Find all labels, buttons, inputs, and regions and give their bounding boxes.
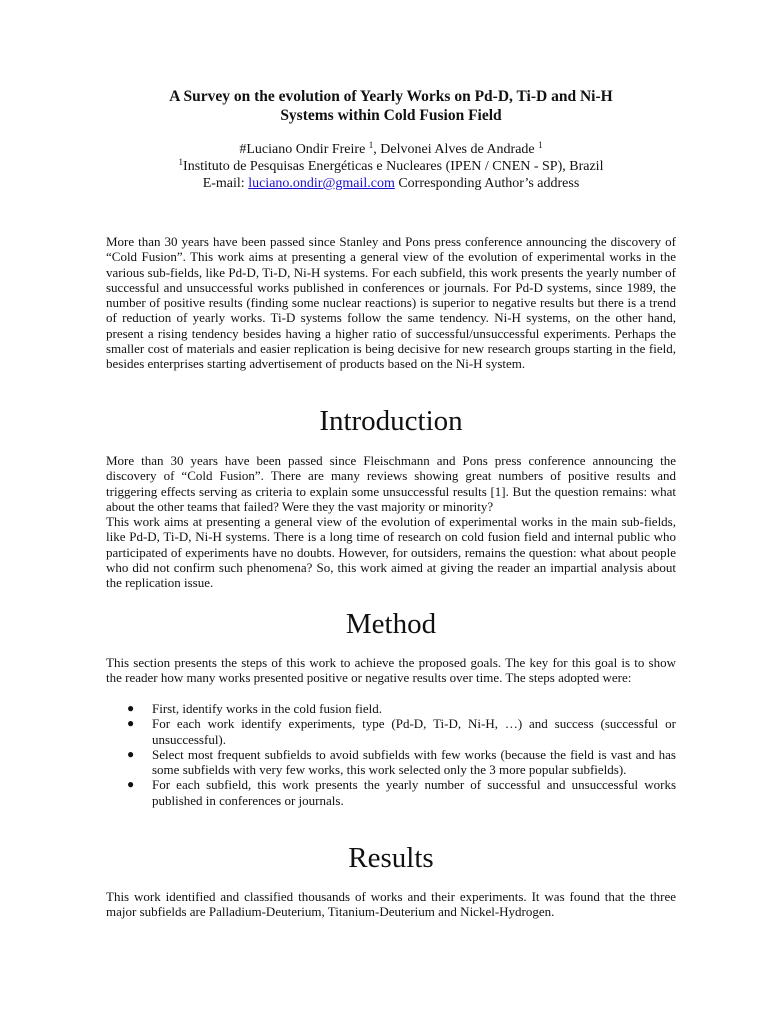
affiliation-marker: 1 (368, 140, 374, 150)
results-heading: Results (348, 842, 434, 874)
author-name-2: , Delvonei Alves de Andrade (373, 142, 539, 157)
paper-title (106, 87, 676, 125)
email-label: E-mail: (202, 176, 249, 191)
method-heading: Method (345, 608, 437, 640)
introduction-paragraph-2: This work aims at presenting a general view of the evolution of experimental works in the main sub-fields, like Pd-D, Ti-D, Ni-H systems. There is a long time of research on cold fusion field and internal public who participated of experiments have no doubts. However, for outsiders, remains the question: what about people who did not confirm such phenomena? So, this work aimed at giving the reader an impartial analysis about the replication issue. (106, 514, 676, 591)
method-intro: This section presents the steps of this work to achieve the proposed goals. The key for this goal is to show the reader how many works presented positive or negative results over time. The steps adopted were: (106, 655, 676, 686)
list-item-text: Select most frequent subfields to avoid subfields with few works (because the field is vast and has some subfields with very few works, this work selected only the 3 more popular subfields). (152, 746, 676, 778)
title-line-1: A Survey on the evolution of Yearly Works on Pd-D, Ti-D and Ni-H (169, 88, 613, 105)
affiliation-marker: 1 (178, 157, 184, 167)
author-block (106, 141, 676, 192)
title-line-2: Systems within Cold Fusion Field (280, 107, 502, 124)
bullet-icon: ● (127, 777, 135, 792)
contact-line (106, 175, 676, 192)
affiliation-marker: 1 (538, 140, 543, 150)
author-names (106, 141, 676, 158)
bullet-icon: ● (127, 701, 135, 715)
list-item-text: For each subfield, this work presents the yearly number of successful and unsuccessful works published in conferences or journals. (152, 777, 676, 808)
affiliation-text: Instituto de Pesquisas Energéticas e Nucleares (IPEN / CNEN - SP), Brazil (183, 159, 604, 174)
email-link[interactable]: luciano.ondir@gmail.com (248, 176, 395, 191)
abstract: More than 30 years have been passed since Stanley and Pons press conference announcing the discovery of “Cold Fusion”. This work aims at presenting a general view of the evolution of experimental works in the various sub-fields, like Pd-D, Ti-D, Ni-H systems. For each subfield, this work presents the yearly number of successful and unsuccessful works published in conferences or journals. For Pd-D systems, since 1989, the number of positive results (finding some nuclear reactions) is superior to negative results but there is a trend of reduction of yearly works. Ti-D systems follow the same tendency. Ni-H systems, on the other hand, present a rising tendency besides having a higher ratio of successful/unsuccessful experiments. Perhaps the smaller cost of materials and easier replication is being decisive for new research groups starting in the field, besides enterprises starting advertisement of products based on the Ni-H system. (106, 234, 676, 372)
list-item (106, 777, 676, 808)
bullet-icon: ● (127, 746, 135, 761)
author-name-1: #Luciano Ondir Freire (239, 142, 369, 157)
list-item (106, 747, 676, 778)
introduction-heading: Introduction (319, 405, 463, 437)
list-item-text: First, identify works in the cold fusion field. (152, 701, 383, 716)
affiliation (106, 158, 676, 175)
list-item-text: For each work identify experiments, type (Pd-D, Ti-D, Ni-H, …) and success (successful or unsuccessful). (152, 716, 676, 747)
list-item (106, 701, 676, 716)
method-steps-list (106, 701, 676, 808)
email-suffix: Corresponding Author’s address (394, 176, 580, 191)
list-item (106, 716, 676, 747)
bullet-icon: ● (127, 716, 135, 731)
results-paragraph-1: This work identified and classified thousands of works and their experiments. It was found that the three major subfields are Palladium-Deuterium, Titanium-Deuterium and Nickel-Hydrogen. (106, 889, 676, 920)
introduction-paragraph-1: More than 30 years have been passed since Fleischmann and Pons press conference announcing the discovery of “Cold Fusion”. There are many reviews showing great numbers of positive results and triggering effects serving as criteria to explain some unsuccessful results [1]. But the question remains: what about the other teams that failed? Were they the vast majority or minority? (106, 453, 676, 514)
